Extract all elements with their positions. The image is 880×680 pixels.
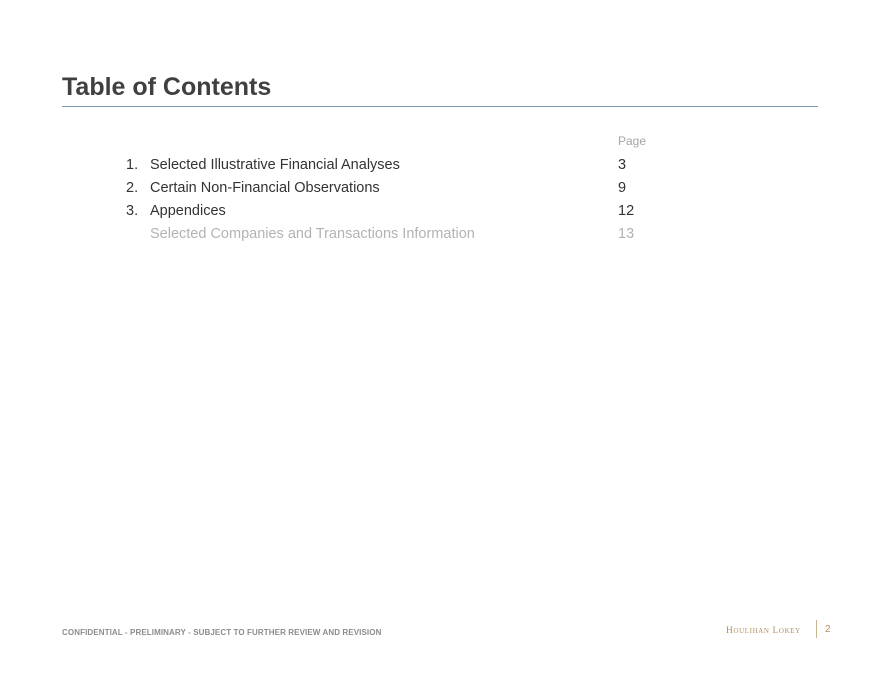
toc-item[interactable] — [0, 201, 880, 221]
toc-subitem[interactable] — [0, 224, 880, 244]
toc-item-label: Appendices — [150, 203, 226, 219]
toc-subitem-label: Selected Companies and Transactions Information — [150, 226, 475, 242]
toc-item-page: 3 — [618, 157, 627, 173]
brand-logo: Houlihan Lokey — [726, 626, 801, 636]
toc-item[interactable] — [0, 155, 880, 175]
footer-divider — [816, 620, 817, 638]
page-number: 2 — [825, 624, 831, 635]
toc-item-page: 9 — [618, 180, 627, 196]
confidentiality-footer: CONFIDENTIAL - PRELIMINARY - SUBJECT TO FURTHER REVIEW AND REVISION — [62, 628, 382, 637]
toc-item-number: 3. — [126, 203, 139, 219]
toc-item-label: Selected Illustrative Financial Analyses — [150, 157, 400, 173]
title-underline — [62, 106, 818, 107]
toc-item-number: 2. — [126, 180, 139, 196]
page-title: Table of Contents — [62, 73, 272, 101]
toc-item-label: Certain Non-Financial Observations — [150, 180, 380, 196]
toc-subitem-page: 13 — [618, 226, 635, 242]
toc-item-page: 12 — [618, 203, 635, 219]
toc-item-number: 1. — [126, 157, 139, 173]
page-column-header: Page — [618, 134, 647, 148]
toc-item[interactable] — [0, 178, 880, 198]
